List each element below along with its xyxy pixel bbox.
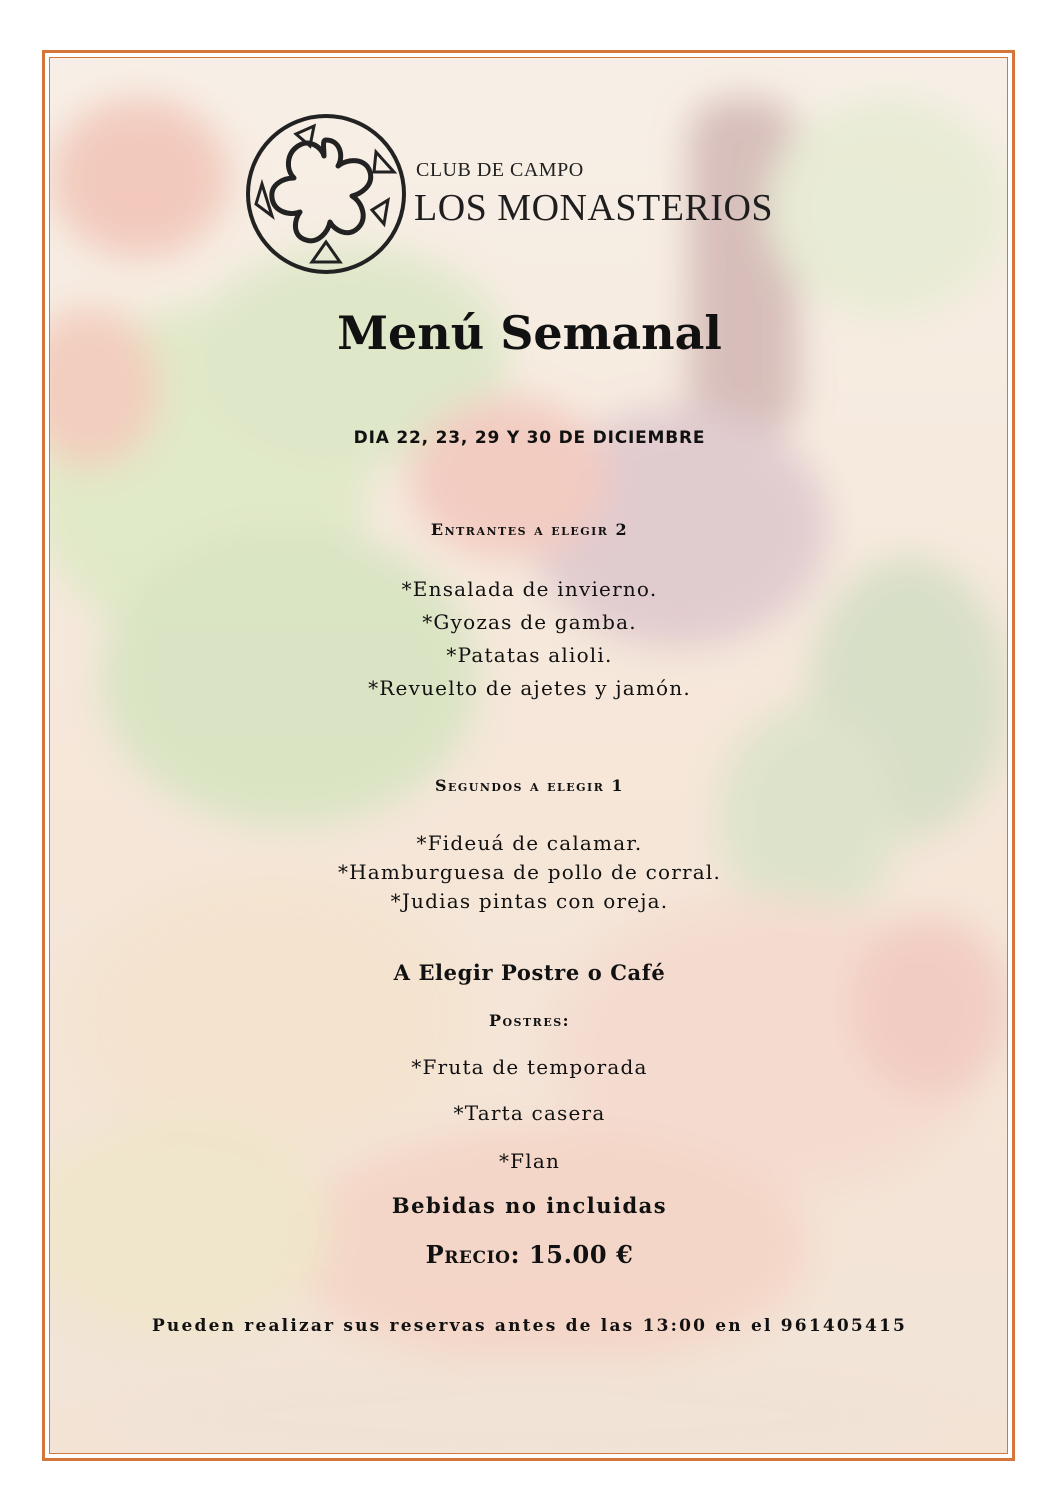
logo-club-name: LOS MONASTERIOS: [414, 187, 774, 229]
list-item: *Patatas alioli.: [446, 643, 613, 667]
logo-club-label: CLUB DE CAMPO: [416, 159, 584, 181]
drinks-note: Bebidas no incluidas: [391, 1193, 668, 1218]
entrantes-heading: Entrantes a elegir 2: [430, 520, 629, 539]
entrantes-list: [0, 573, 1059, 705]
list-item: *Tarta casera: [453, 1101, 606, 1125]
list-item: *Hamburguesa de pollo de corral.: [337, 860, 722, 884]
postre-or-coffee-heading: A Elegir Postre o Café: [393, 960, 666, 985]
postres-heading: Postres:: [488, 1011, 571, 1030]
reservation-note: Pueden realizar sus reservas antes de las 13:00 en el 961405415: [151, 1316, 908, 1336]
list-item: *Ensalada de invierno.: [401, 577, 658, 601]
price-label: Precio: 15.00 €: [425, 1240, 634, 1269]
segundos-list: [0, 829, 1059, 916]
list-item: *Fruta de temporada: [411, 1055, 648, 1079]
list-item: *Revuelto de ajetes y jamón.: [368, 676, 691, 700]
list-item: *Flan: [498, 1149, 561, 1173]
menu-date-line: DIA 22, 23, 29 Y 30 DE DICIEMBRE: [353, 428, 706, 448]
monastery-knot-emblem-icon: [236, 112, 416, 277]
list-item: *Gyozas de gamba.: [422, 610, 637, 634]
list-item: *Judias pintas con oreja.: [390, 889, 669, 913]
segundos-heading: Segundos a elegir 1: [434, 776, 625, 795]
page-title: Menú Semanal: [337, 306, 722, 360]
list-item: *Fideuá de calamar.: [416, 831, 643, 855]
